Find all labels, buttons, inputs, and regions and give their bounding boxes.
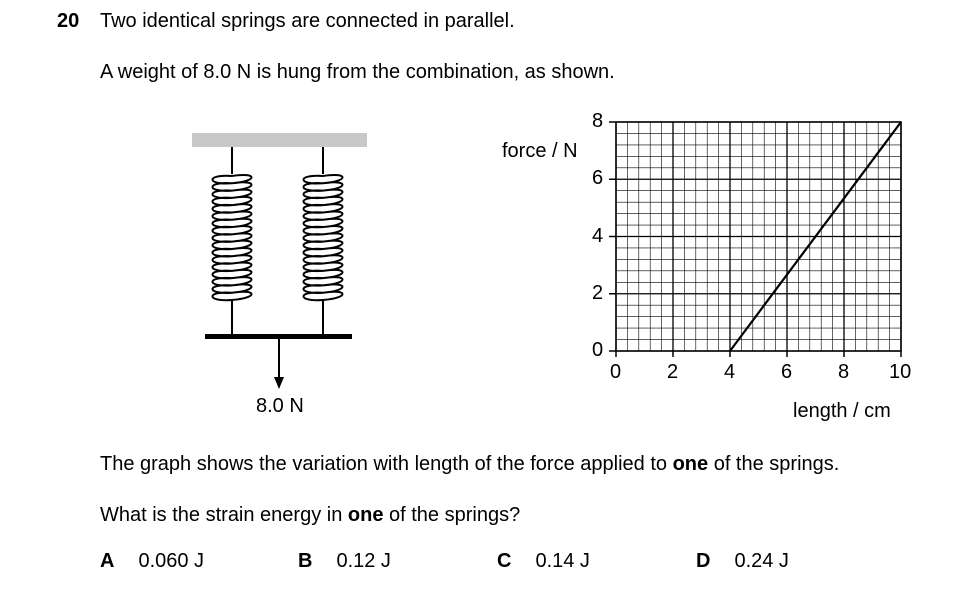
x-axis-label: length / cm: [793, 400, 891, 422]
question-number: 20: [57, 10, 80, 32]
question-line-1: Two identical springs are connected in parallel.: [100, 10, 515, 32]
question-line-3: The graph shows the variation with length of the force applied to one of the springs.: [100, 453, 840, 475]
question-line-2: A weight of 8.0 N is hung from the combination, as shown.: [100, 61, 615, 83]
option-d[interactable]: D 0.24 J: [696, 550, 789, 572]
x-tick-label: 8: [838, 361, 850, 383]
y-tick-label: 4: [592, 224, 604, 247]
y-tick-label: 8: [592, 110, 604, 132]
option-c[interactable]: C 0.14 J: [497, 550, 590, 572]
y-tick-label: 2: [592, 281, 604, 304]
y-axis-label: force / N: [502, 140, 578, 162]
option-b[interactable]: B 0.12 J: [298, 550, 391, 572]
x-tick-label: 6: [781, 361, 793, 383]
weight-label: 8.0 N: [256, 395, 304, 417]
y-tick-label: 0: [592, 339, 604, 361]
x-tick-label: 0: [610, 361, 622, 383]
question-line-4: What is the strain energy in one of the springs?: [100, 504, 521, 526]
option-a[interactable]: A 0.060 J: [100, 550, 205, 572]
x-tick-label: 2: [667, 361, 679, 383]
x-tick-label: 10: [889, 361, 912, 383]
x-tick-label: 4: [724, 361, 736, 383]
y-tick-label: 6: [592, 167, 604, 190]
